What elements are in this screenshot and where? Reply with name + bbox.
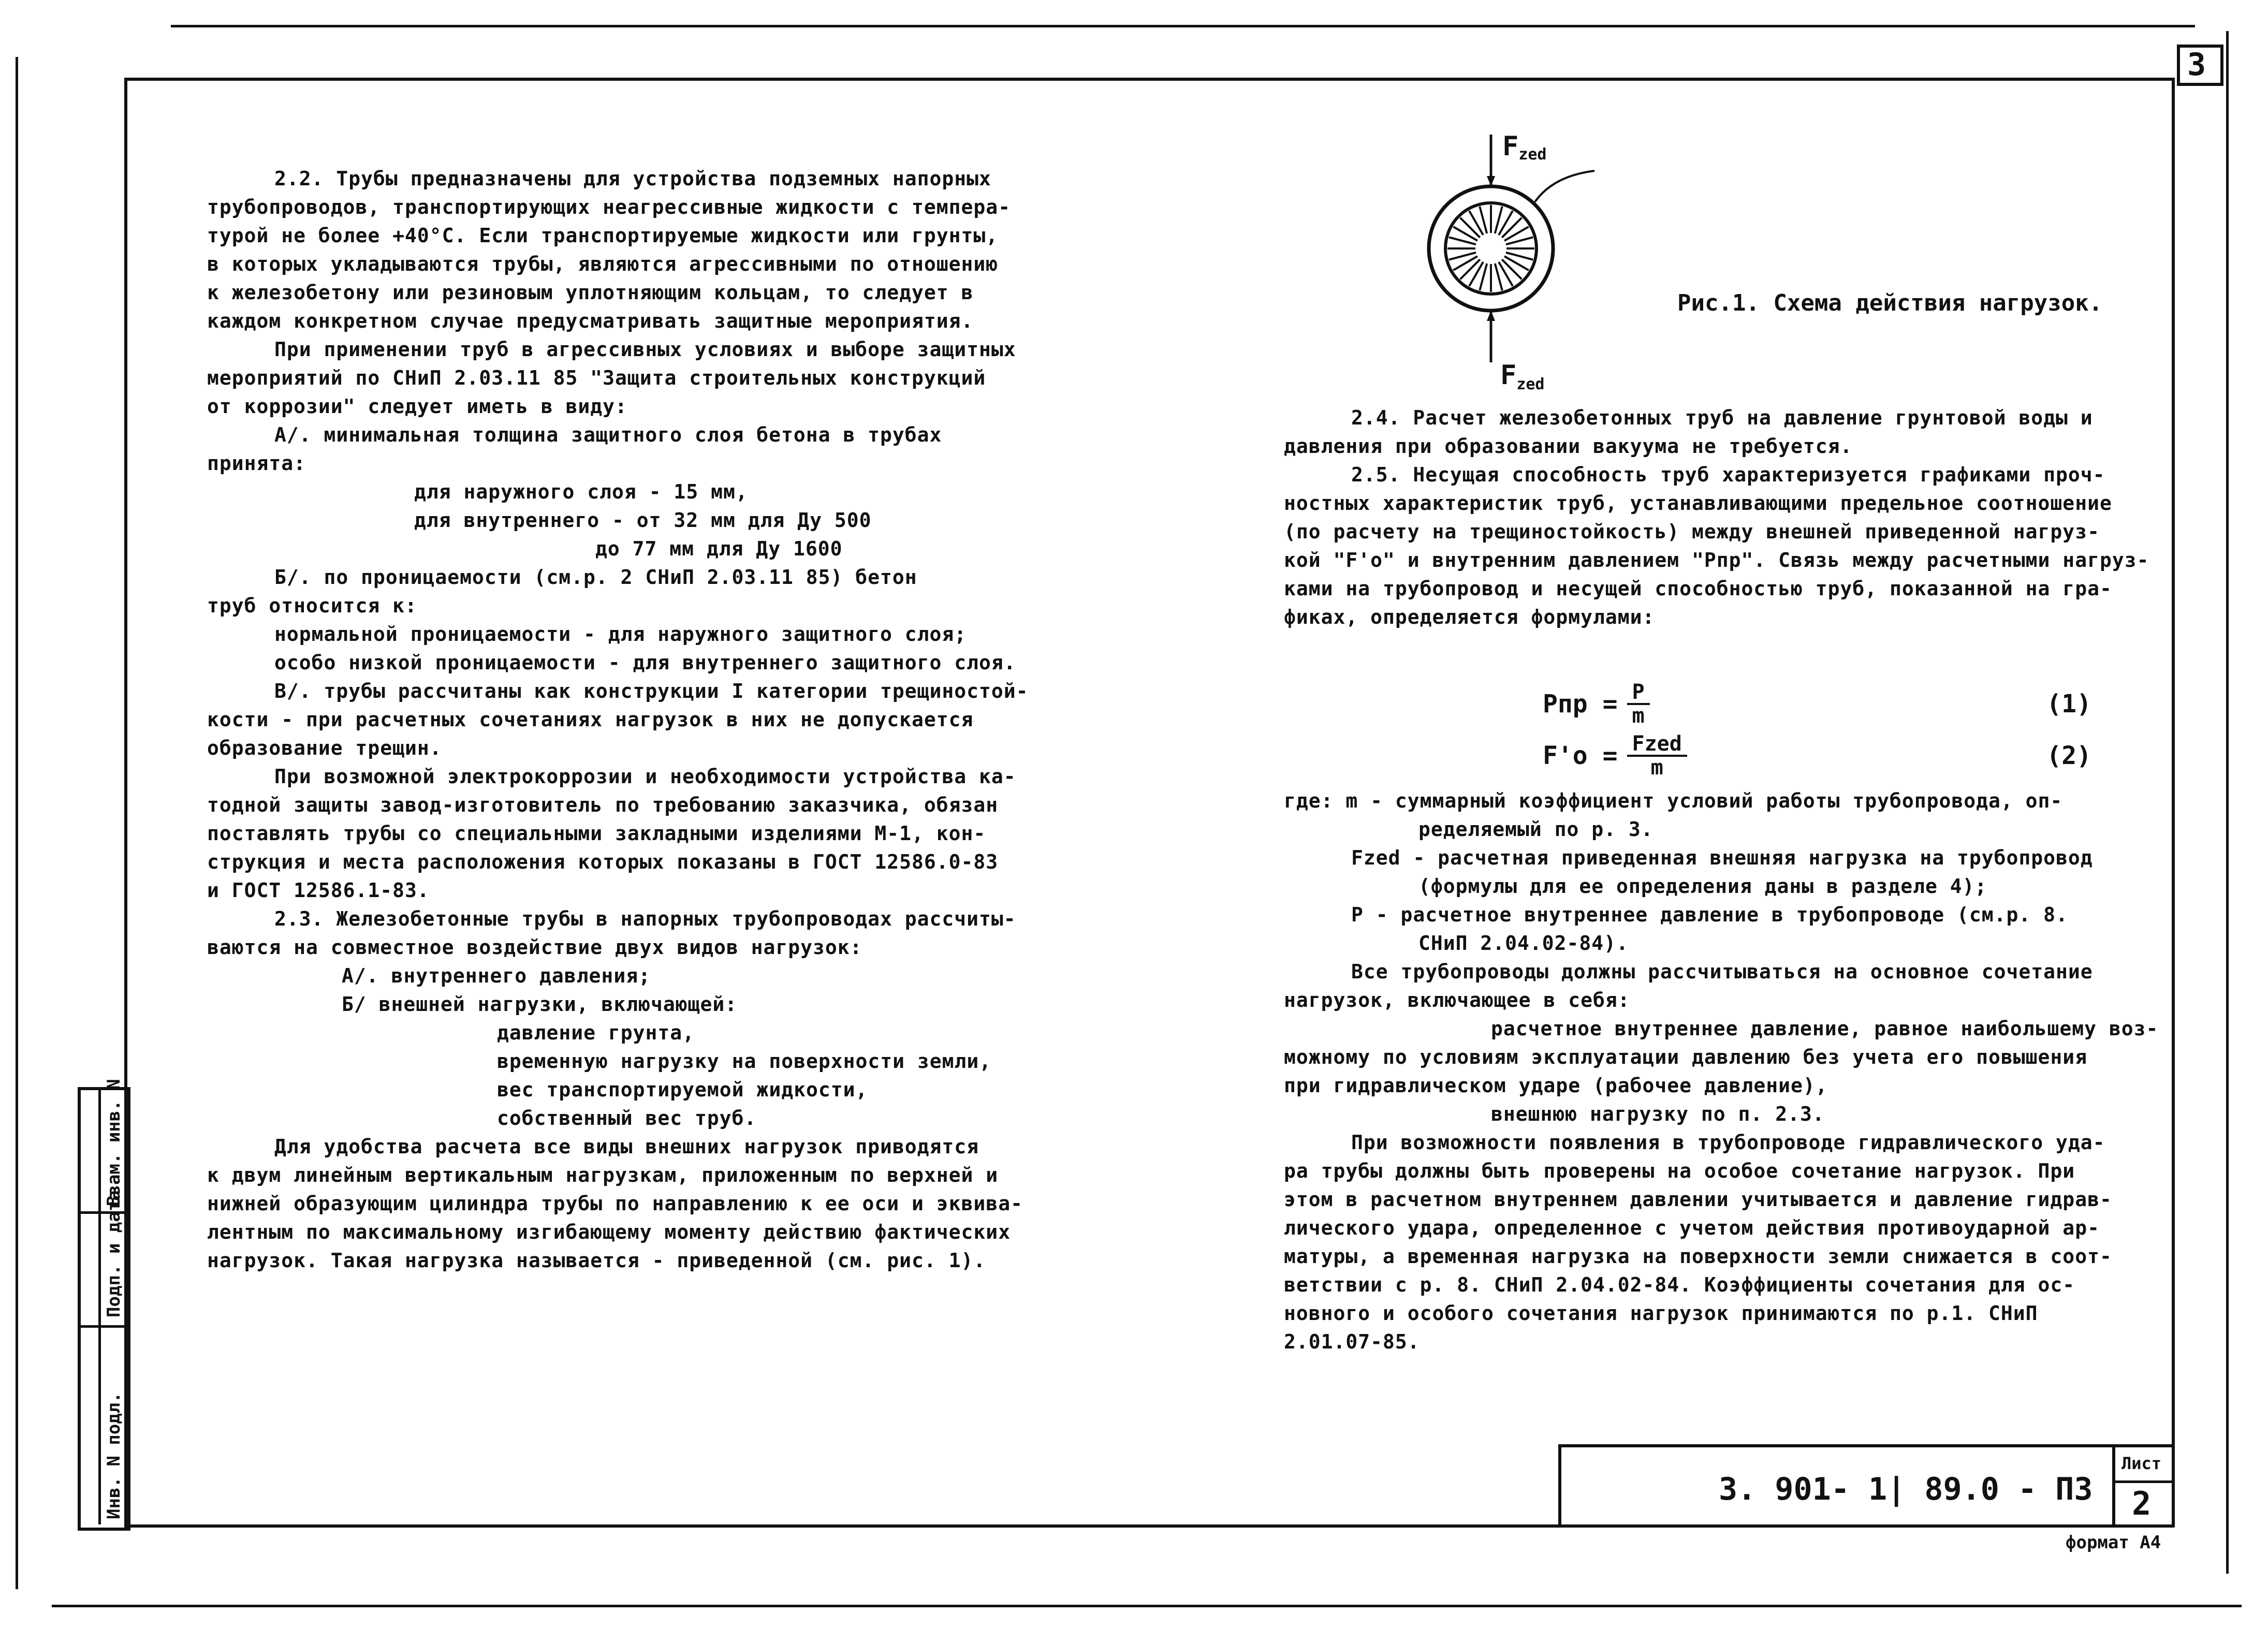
- text-line: лического удара, определенное с учетом действия противоударной ар-: [1284, 1216, 2100, 1239]
- formula-fraction: [1627, 681, 1650, 727]
- text-line: 2.2. Трубы предназначены для устройства подземных напорных: [274, 167, 991, 190]
- formula-denominator: m: [1632, 704, 1645, 728]
- formula-block: [1543, 678, 2112, 782]
- formula-denominator: m: [1650, 756, 1663, 780]
- side-stamp-vzam-inv: Взам. инв. N: [104, 1079, 124, 1206]
- text-line: новного и особого сочетания нагрузок принимаются по р.1. СНиП: [1284, 1302, 2038, 1325]
- text-line: образование трещин.: [207, 737, 442, 759]
- text-line: тодной защиты завод-изготовитель по требованию заказчика, обязан: [207, 794, 999, 816]
- text-line: каждом конкретном случае предусматривать защитные мероприятия.: [207, 310, 974, 332]
- text-line: При возможности появления в трубопроводе гидравлического уда-: [1351, 1131, 2105, 1154]
- text-line: нижней образующим цилиндра трубы по направлению к ее оси и эквива-: [207, 1192, 1023, 1215]
- figure-caption: Рис.1. Схема действия нагрузок.: [1677, 290, 2103, 316]
- text-line: ками на трубопровод и несущей способностью труб, показанной на гра-: [1284, 577, 2112, 600]
- text-line: где: m - суммарный коэффициент условий работы трубопровода, оп-: [1284, 789, 2063, 812]
- text-line: поставлять трубы со специальными закладными изделиями М-1, кон-: [207, 822, 986, 845]
- formula-number: (2): [2046, 741, 2091, 770]
- load-label-bottom: Fzed: [1500, 360, 1545, 393]
- text-line: давление грунта,: [497, 1021, 695, 1044]
- text-line: ределяемый по р. 3.: [1418, 818, 1654, 841]
- formula-row: [1543, 730, 2112, 782]
- text-line: СНиП 2.04.02-84).: [1418, 932, 1629, 955]
- text-line: давления при образовании вакуума не требуется.: [1284, 435, 1853, 458]
- formula-lhs: Рпр =: [1543, 690, 1618, 718]
- reinforcement-bar: [1460, 218, 1480, 238]
- text-line: Для удобства расчета все виды внешних нагрузок приводятся: [274, 1135, 979, 1158]
- top-rule: [171, 25, 2195, 27]
- text-line: (формулы для ее определения даны в разделе 4);: [1418, 875, 1987, 898]
- frame-top: [124, 78, 2174, 81]
- title-block-divider: [2112, 1444, 2115, 1527]
- text-line: 2.4. Расчет железобетонных труб на давление грунтовой воды и: [1351, 406, 2093, 429]
- text-line: особо низкой проницаемости - для внутреннего защитного слоя.: [274, 651, 1016, 674]
- formula-numerator: Р: [1627, 681, 1650, 705]
- format-label: формат А4: [2066, 1532, 2161, 1553]
- text-line: ностных характеристик труб, устанавливающими предельное соотношение: [1284, 492, 2112, 515]
- text-line: труб относится к:: [207, 594, 417, 617]
- formula-row: [1543, 678, 2112, 730]
- reinforcement-bar: [1460, 259, 1480, 279]
- side-stamp-divider-1: [78, 1325, 124, 1328]
- text-line: Б/ внешней нагрузки, включающей:: [342, 993, 738, 1016]
- list-number: 2: [2132, 1485, 2152, 1522]
- bottom-rule: [52, 1605, 2242, 1607]
- title-block-left: [1558, 1444, 1561, 1527]
- pipe-cross-section: [1429, 186, 1553, 311]
- text-line: струкция и места расположения которых показаны в ГОСТ 12586.0-83: [207, 850, 999, 873]
- text-line: нагрузок, включающее в себя:: [1284, 989, 1630, 1011]
- text-line: ветствии с р. 8. СНиП 2.04.02-84. Коэффициенты сочетания для ос-: [1284, 1273, 2075, 1296]
- text-line: В/. трубы рассчитаны как конструкции I категории трещиностой-: [274, 680, 1029, 702]
- corner-number: 3: [2187, 47, 2206, 83]
- frame-bottom: [124, 1524, 2174, 1528]
- text-line: кости - при расчетных сочетаниях нагрузок в них не допускается: [207, 708, 974, 731]
- text-line: ра трубы должны быть проверены на особое сочетание нагрузок. При: [1284, 1160, 2075, 1182]
- right-text-bottom: [1284, 787, 2158, 1356]
- text-line: фиках, определяется формулами:: [1284, 606, 1655, 628]
- document-code: 3. 901- 1| 89.0 - ПЗ: [1719, 1471, 2093, 1507]
- leader-line: [1535, 171, 1594, 202]
- title-block-list-divider: [2112, 1480, 2174, 1483]
- text-line: нагрузок. Такая нагрузка называется - приведенной (см. рис. 1).: [207, 1249, 986, 1272]
- left-text-column: [207, 165, 1029, 1275]
- text-line: временную нагрузку на поверхности земли,: [497, 1050, 992, 1073]
- text-line: При возможной электрокоррозии и необходимости устройства ка-: [274, 765, 1016, 788]
- text-line: Б/. по проницаемости (см.р. 2 СНиП 2.03.11 85) бетон: [274, 566, 917, 589]
- outer-right-line: [2226, 31, 2229, 1574]
- load-label-top: Fzed: [1502, 131, 1547, 164]
- text-line: к железобетону или резиновым уплотняющим кольцам, то следует в: [207, 281, 974, 304]
- text-line: расчетное внутреннее давление, равное наибольшему воз-: [1491, 1017, 2159, 1040]
- frame-right: [2172, 78, 2175, 1527]
- text-line: 2.5. Несущая способность труб характеризуется графиками проч-: [1351, 463, 2105, 486]
- text-line: Р - расчетное внутреннее давление в трубопроводе (см.р. 8.: [1351, 903, 2068, 926]
- text-line: при гидравлическом ударе (рабочее давление),: [1284, 1074, 1828, 1097]
- left-margin-line: [16, 57, 18, 1589]
- title-block-top: [1558, 1444, 2174, 1447]
- text-line: (по расчету на трещиностойкость) между внешней приведенной нагруз-: [1284, 520, 2100, 543]
- side-stamp-podp-data: Подп. и дата: [104, 1190, 124, 1317]
- text-line: А/. минимальная толщина защитного слоя бетона в трубах: [274, 423, 942, 446]
- text-line: Все трубопроводы должны рассчитываться на основное сочетание: [1351, 960, 2093, 983]
- text-line: от коррозии" следует иметь в виду:: [207, 395, 627, 418]
- text-line: матуры, а временная нагрузка на поверхности земли снижается в соот-: [1284, 1245, 2112, 1268]
- formula-numerator: Fzed: [1627, 733, 1687, 757]
- formula-number: (1): [2046, 690, 2091, 718]
- reinforcement-bar: [1502, 259, 1521, 279]
- text-line: внешнюю нагрузку по п. 2.3.: [1491, 1103, 1825, 1125]
- text-line: в которых укладываются трубы, являются агрессивными по отношению: [207, 253, 999, 275]
- text-line: кой "F'о" и внутренним давлением "Рпр". Связь между расчетными нагруз-: [1284, 549, 2149, 571]
- text-line: к двум линейным вертикальным нагрузкам, приложенным по верхней и: [207, 1164, 999, 1186]
- text-line: мероприятий по СНиП 2.03.11 85 "Защита строительных конструкций: [207, 366, 986, 389]
- text-line: этом в расчетном внутреннем давлении учитывается и давление гидрав-: [1284, 1188, 2112, 1211]
- side-stamp-inv-podl: Инв. N подл.: [104, 1392, 124, 1519]
- text-line: А/. внутреннего давления;: [342, 964, 651, 987]
- text-line: лентным по максимальному изгибающему моменту действию фактических: [207, 1221, 1011, 1243]
- text-line: 2.01.07-85.: [1284, 1330, 1420, 1353]
- list-label: Лист: [2121, 1454, 2162, 1473]
- formula-lhs: F'о =: [1543, 741, 1618, 770]
- text-line: принята:: [207, 452, 306, 475]
- text-line: для внутреннего - от 32 мм для Ду 500: [414, 509, 872, 532]
- text-line: можному по условиям эксплуатации давлению без учета его повышения: [1284, 1046, 2088, 1068]
- text-line: собственный вес труб.: [497, 1107, 757, 1130]
- text-line: турой не более +40°С. Если транспортируемые жидкости или грунты,: [207, 224, 999, 247]
- formula-fraction: [1627, 733, 1687, 779]
- side-stamp-divider-3: [98, 1087, 101, 1524]
- text-line: нормальной проницаемости - для наружного защитного слоя;: [274, 623, 967, 646]
- pipe-load-diagram: [1367, 119, 1657, 409]
- text-line: ваются на совместное воздействие двух видов нагрузок:: [207, 936, 862, 959]
- text-line: до 77 мм для Ду 1600: [595, 537, 843, 560]
- text-line: При применении труб в агрессивных условиях и выборе защитных: [274, 338, 1016, 361]
- text-line: 2.3. Железобетонные трубы в напорных трубопроводах рассчиты-: [274, 907, 1016, 930]
- text-line: Fzed - расчетная приведенная внешняя нагрузка на трубопровод: [1351, 846, 2093, 869]
- reinforcement-bar: [1502, 218, 1521, 238]
- right-text-top: [1284, 404, 2149, 632]
- text-line: вес транспортируемой жидкости,: [497, 1078, 868, 1101]
- text-line: для наружного слоя - 15 мм,: [414, 480, 748, 503]
- text-line: и ГОСТ 12586.1-83.: [207, 879, 430, 902]
- text-line: трубопроводов, транспортирующих неагрессивные жидкости с темпера-: [207, 196, 1011, 218]
